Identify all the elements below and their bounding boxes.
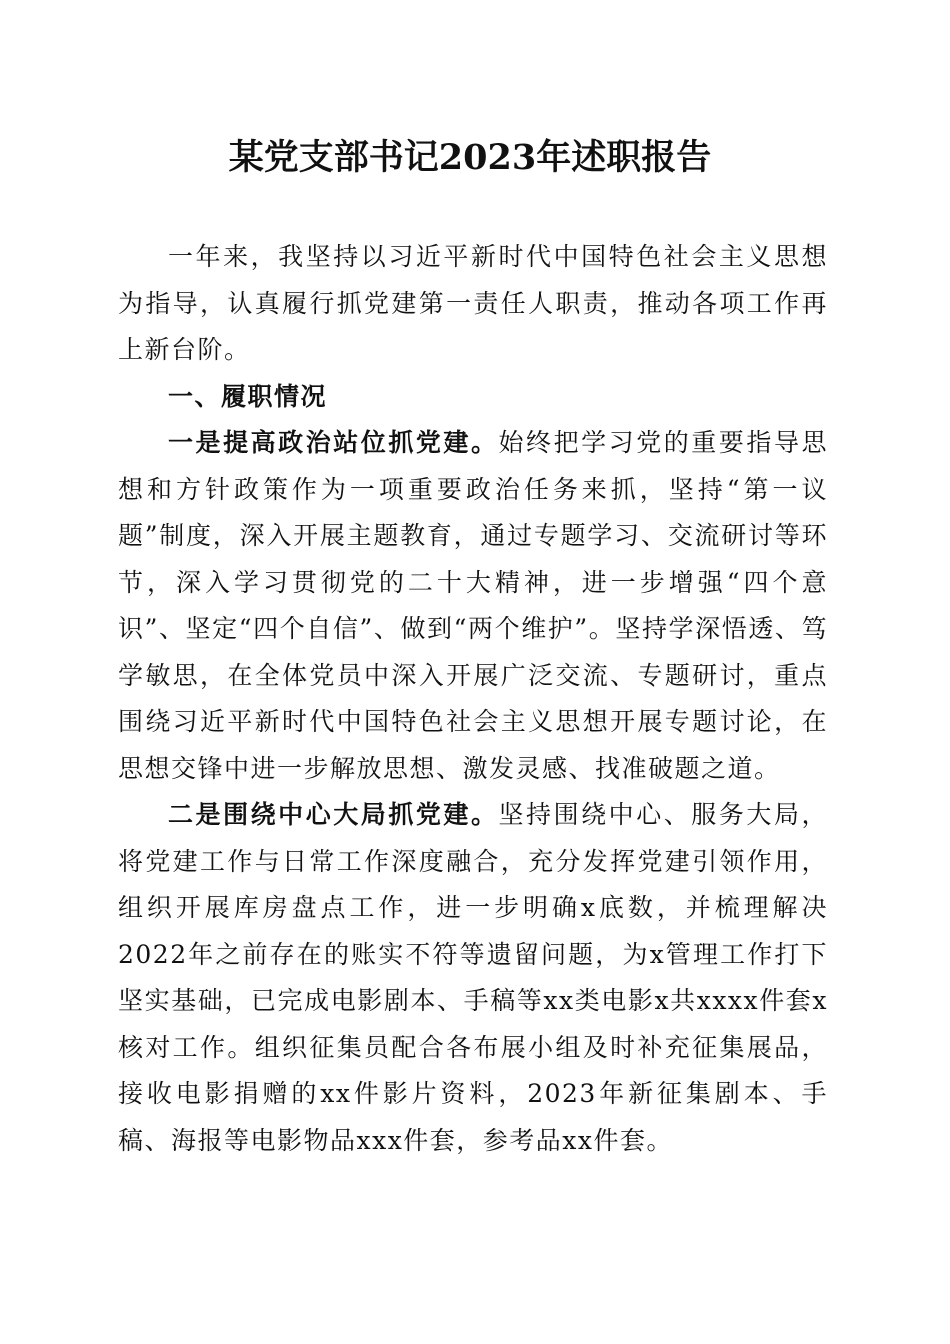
paragraph-political-stance: [118, 420, 828, 792]
intro-paragraph: 一年来，我坚持以习近平新时代中国特色社会主义思想为指导，认真履行抓党建第一责任人职责，推动各项工作再上新台阶。: [118, 242, 828, 364]
document-body: [118, 126, 828, 1164]
paragraph-text: 始终把学习党的重要指导思想和方针政策作为一项重要政治任务来抓，坚持“第一议题”制度，深入开展主题教育，通过专题学习、交流研讨等环节，深入学习贯彻党的二十大精神，进一步增强“四个意识”、坚定“四个自信”、做到“两个维护”。坚持学深悟透、笃学敏思，在全体党员中深入开展广泛交流、专题研讨，重点围绕习近平新时代中国特色社会主义思想开展专题讨论，在思想交锋中进一步解放思想、激发灵感、找准破题之道。: [118, 428, 828, 783]
paragraph-lead: 一是提高政治站位抓党建。: [168, 428, 499, 457]
paragraph-text: 坚持围绕中心、服务大局，将党建工作与日常工作深度融合，充分发挥党建引领作用，组织开展库房盘点工作，进一步明确x底数，并梳理解决2022年之前存在的账实不符等遗留问题，为x管理工作打下坚实基础，已完成电影剧本、手稿等xx类电影x共xxxx件套x核对工作。组织征集员配合各布展小组及时补充征集展品，接收电影捐赠的xx件影片资料，2023年新征集剧本、手稿、海报等电影物品xxx件套，参考品xx件套。: [118, 800, 828, 1155]
paragraph-lead: 二是围绕中心大局抓党建。: [168, 800, 499, 829]
section-heading: 一、履职情况: [168, 381, 328, 411]
document-title: 某党支部书记2023年述职报告: [228, 137, 712, 178]
document-content: [118, 234, 828, 1164]
paragraph-central-work: [118, 792, 828, 1164]
